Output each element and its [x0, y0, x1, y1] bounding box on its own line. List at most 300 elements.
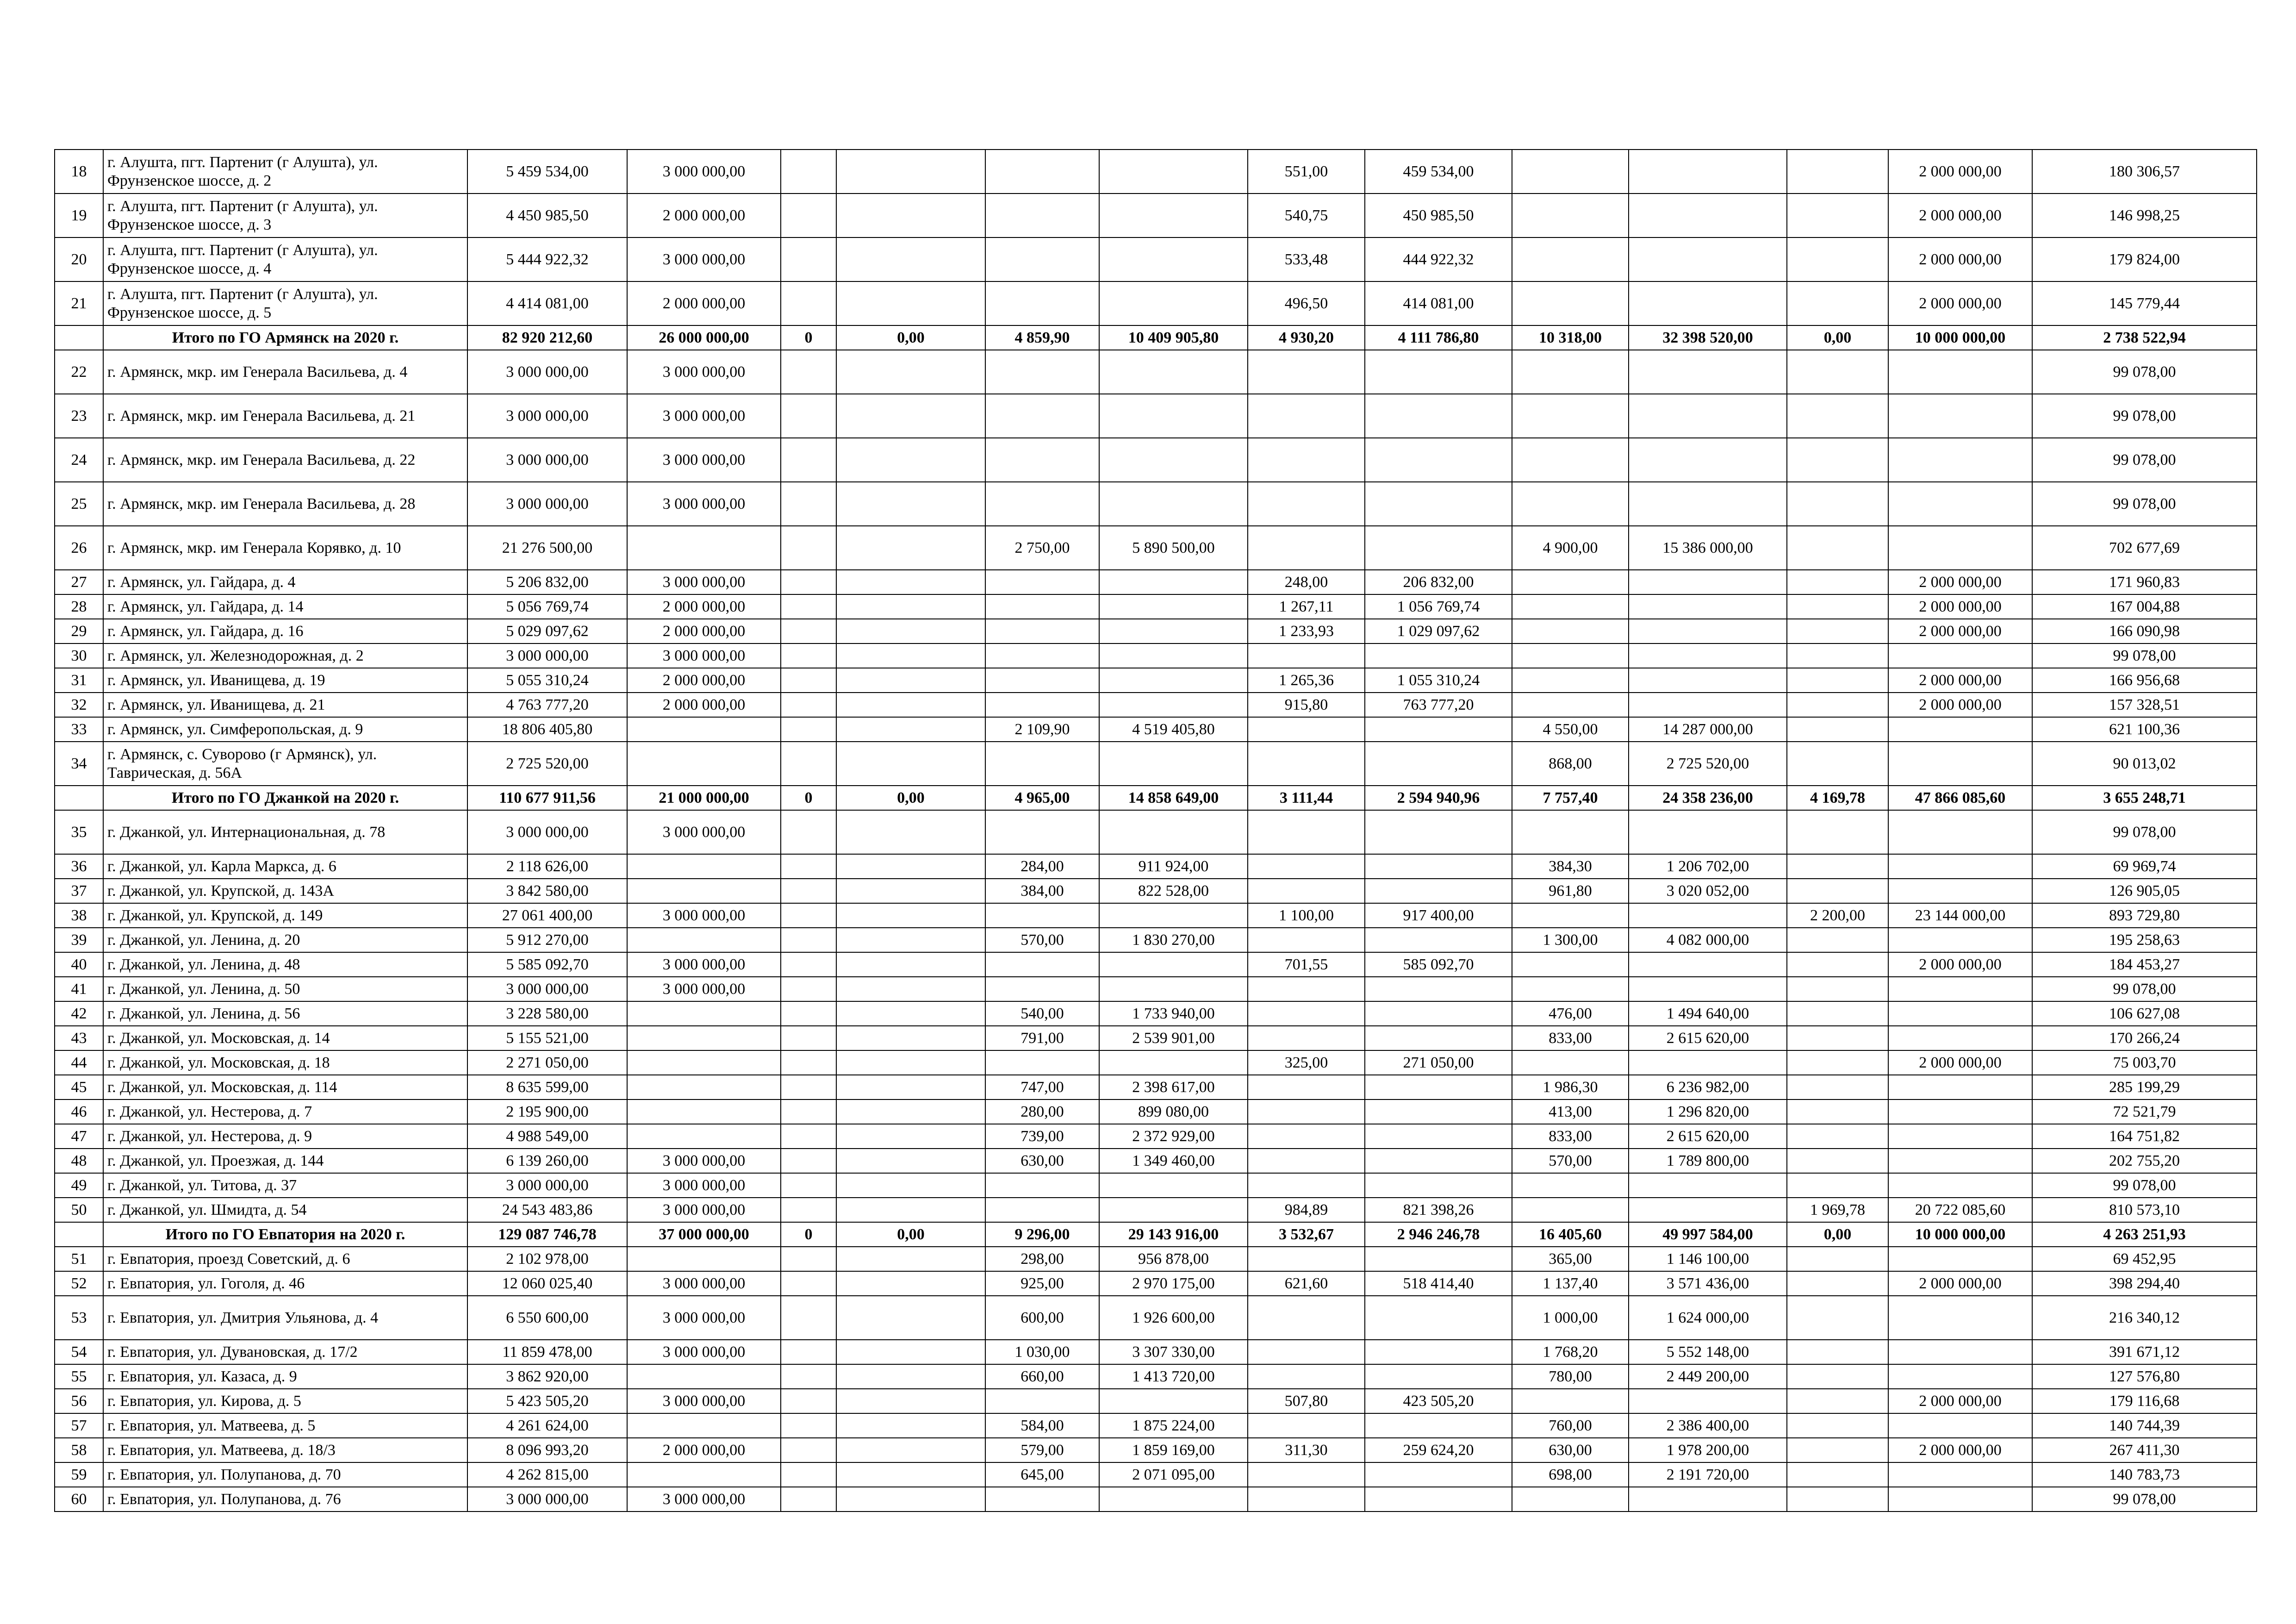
- address-cell: г. Армянск, мкр. им Генерала Васильева, д. 22: [103, 438, 467, 482]
- row-number: 47: [55, 1124, 103, 1149]
- value-cell: [1888, 1124, 2032, 1149]
- address-cell: г. Армянск, ул. Гайдара, д. 14: [103, 594, 467, 619]
- value-cell: 4 262 815,00: [467, 1462, 627, 1487]
- value-cell: [836, 1075, 985, 1099]
- value-cell: [1629, 1050, 1787, 1075]
- value-cell: 0,00: [836, 1222, 985, 1247]
- value-cell: [836, 1462, 985, 1487]
- value-cell: [781, 742, 836, 786]
- value-cell: [1888, 742, 2032, 786]
- value-cell: [836, 1198, 985, 1222]
- value-cell: 171 960,83: [2032, 570, 2257, 594]
- value-cell: [1099, 594, 1248, 619]
- row-number: 40: [55, 952, 103, 977]
- value-cell: [1888, 977, 2032, 1001]
- table-row: [55, 742, 2257, 786]
- value-cell: [1629, 438, 1787, 482]
- value-cell: 18 806 405,80: [467, 717, 627, 742]
- value-cell: [1248, 1247, 1365, 1271]
- value-cell: [985, 150, 1099, 194]
- value-cell: 3 000 000,00: [467, 977, 627, 1001]
- value-cell: 584,00: [985, 1413, 1099, 1438]
- row-number: 43: [55, 1026, 103, 1050]
- value-cell: [836, 643, 985, 668]
- value-cell: [985, 619, 1099, 643]
- value-cell: 3 000 000,00: [627, 237, 781, 281]
- value-cell: 868,00: [1512, 742, 1629, 786]
- value-cell: [1248, 854, 1365, 879]
- value-cell: 1 830 270,00: [1099, 928, 1248, 952]
- value-cell: 3 000 000,00: [467, 810, 627, 854]
- address-cell: г. Джанкой, ул. Московская, д. 18: [103, 1050, 467, 1075]
- value-cell: 810 573,10: [2032, 1198, 2257, 1222]
- row-number: 23: [55, 394, 103, 438]
- table-row: [55, 879, 2257, 903]
- table-row: [55, 1026, 2257, 1050]
- value-cell: [1248, 879, 1365, 903]
- value-cell: 899 080,00: [1099, 1099, 1248, 1124]
- value-cell: 99 078,00: [2032, 1173, 2257, 1198]
- value-cell: [1512, 394, 1629, 438]
- row-number: 33: [55, 717, 103, 742]
- value-cell: 570,00: [985, 928, 1099, 952]
- value-cell: [1099, 952, 1248, 977]
- value-cell: 75 003,70: [2032, 1050, 2257, 1075]
- value-cell: [1888, 810, 2032, 854]
- value-cell: [1365, 717, 1512, 742]
- value-cell: 3 000 000,00: [627, 1389, 781, 1413]
- value-cell: [1248, 438, 1365, 482]
- value-cell: 2 118 626,00: [467, 854, 627, 879]
- address-cell: г. Евпатория, ул. Дувановская, д. 17/2: [103, 1340, 467, 1364]
- value-cell: [1888, 1487, 2032, 1512]
- value-cell: [1787, 438, 1888, 482]
- value-cell: 3 020 052,00: [1629, 879, 1787, 903]
- value-cell: [1787, 237, 1888, 281]
- value-cell: [836, 594, 985, 619]
- table-row: [55, 1487, 2257, 1512]
- value-cell: [985, 237, 1099, 281]
- value-cell: [1248, 1099, 1365, 1124]
- value-cell: [1512, 810, 1629, 854]
- address-cell: г. Армянск, мкр. им Генерала Васильева, д. 4: [103, 350, 467, 394]
- address-cell: г. Джанкой, ул. Ленина, д. 50: [103, 977, 467, 1001]
- value-cell: 1 296 820,00: [1629, 1099, 1787, 1124]
- value-cell: 5 055 310,24: [467, 668, 627, 693]
- value-cell: 702 677,69: [2032, 526, 2257, 570]
- value-cell: [627, 1075, 781, 1099]
- value-cell: 791,00: [985, 1026, 1099, 1050]
- address-cell: г. Армянск, ул. Железнодорожная, д. 2: [103, 643, 467, 668]
- value-cell: [781, 1173, 836, 1198]
- row-number: 21: [55, 281, 103, 325]
- value-cell: [985, 438, 1099, 482]
- row-number: 45: [55, 1075, 103, 1099]
- value-cell: 4 169,78: [1787, 786, 1888, 810]
- value-cell: [836, 879, 985, 903]
- value-cell: [1787, 594, 1888, 619]
- value-cell: 1 733 940,00: [1099, 1001, 1248, 1026]
- table-row: [55, 903, 2257, 928]
- address-cell: г. Армянск, мкр. им Генерала Васильева, д. 28: [103, 482, 467, 526]
- value-cell: [627, 879, 781, 903]
- value-cell: [1099, 1487, 1248, 1512]
- row-number: 51: [55, 1247, 103, 1271]
- value-cell: [1365, 1099, 1512, 1124]
- value-cell: [781, 1247, 836, 1271]
- value-cell: [1787, 810, 1888, 854]
- value-cell: [1365, 977, 1512, 1001]
- value-cell: 2 738 522,94: [2032, 325, 2257, 350]
- value-cell: [985, 482, 1099, 526]
- value-cell: 2 000 000,00: [1888, 594, 2032, 619]
- value-cell: [985, 977, 1099, 1001]
- value-cell: [836, 482, 985, 526]
- value-cell: 21 276 500,00: [467, 526, 627, 570]
- table-row: [55, 1296, 2257, 1340]
- value-cell: 2 000 000,00: [1888, 194, 2032, 237]
- value-cell: [1512, 194, 1629, 237]
- value-cell: [1787, 1173, 1888, 1198]
- value-cell: 2 071 095,00: [1099, 1462, 1248, 1487]
- value-cell: [781, 668, 836, 693]
- value-cell: 698,00: [1512, 1462, 1629, 1487]
- value-cell: [1099, 903, 1248, 928]
- value-cell: [985, 570, 1099, 594]
- row-number: 58: [55, 1438, 103, 1462]
- value-cell: 2 725 520,00: [1629, 742, 1787, 786]
- value-cell: 10 000 000,00: [1888, 1222, 2032, 1247]
- value-cell: 925,00: [985, 1271, 1099, 1296]
- row-number: 53: [55, 1296, 103, 1340]
- value-cell: 2 725 520,00: [467, 742, 627, 786]
- value-cell: 739,00: [985, 1124, 1099, 1149]
- value-cell: 10 409 905,80: [1099, 325, 1248, 350]
- value-cell: [985, 810, 1099, 854]
- value-cell: 1 875 224,00: [1099, 1413, 1248, 1438]
- value-cell: [1512, 668, 1629, 693]
- value-cell: [1512, 619, 1629, 643]
- value-cell: [1512, 903, 1629, 928]
- value-cell: 5 029 097,62: [467, 619, 627, 643]
- value-cell: [1787, 350, 1888, 394]
- value-cell: 23 144 000,00: [1888, 903, 2032, 928]
- value-cell: [985, 1487, 1099, 1512]
- value-cell: [1512, 1487, 1629, 1512]
- row-number: 34: [55, 742, 103, 786]
- value-cell: [781, 1001, 836, 1026]
- value-cell: 1 986,30: [1512, 1075, 1629, 1099]
- value-cell: 6 236 982,00: [1629, 1075, 1787, 1099]
- value-cell: [1888, 717, 2032, 742]
- value-cell: [1787, 1247, 1888, 1271]
- value-cell: [1365, 438, 1512, 482]
- data-table-container: [54, 149, 2256, 1512]
- value-cell: [836, 1050, 985, 1075]
- value-cell: 3 000 000,00: [467, 643, 627, 668]
- value-cell: 16 405,60: [1512, 1222, 1629, 1247]
- value-cell: 4 450 985,50: [467, 194, 627, 237]
- value-cell: 99 078,00: [2032, 394, 2257, 438]
- value-cell: [1787, 1413, 1888, 1438]
- row-number: 29: [55, 619, 103, 643]
- address-cell: г. Джанкой, ул. Ленина, д. 56: [103, 1001, 467, 1026]
- value-cell: [1787, 1099, 1888, 1124]
- value-cell: [627, 1001, 781, 1026]
- value-cell: 822 528,00: [1099, 879, 1248, 903]
- row-number: 18: [55, 150, 103, 194]
- value-cell: 621,60: [1248, 1271, 1365, 1296]
- row-number: 30: [55, 643, 103, 668]
- table-row: [55, 194, 2257, 237]
- value-cell: [985, 350, 1099, 394]
- address-cell: г. Джанкой, ул. Нестерова, д. 9: [103, 1124, 467, 1149]
- value-cell: [985, 742, 1099, 786]
- table-row: [55, 952, 2257, 977]
- value-cell: 267 411,30: [2032, 1438, 2257, 1462]
- value-cell: [1099, 977, 1248, 1001]
- value-cell: 2 000 000,00: [627, 693, 781, 717]
- value-cell: 450 985,50: [1365, 194, 1512, 237]
- value-cell: 184 453,27: [2032, 952, 2257, 977]
- value-cell: [781, 1296, 836, 1340]
- value-cell: [836, 952, 985, 977]
- value-cell: [1888, 526, 2032, 570]
- address-cell: г. Джанкой, ул. Шмидта, д. 54: [103, 1198, 467, 1222]
- value-cell: [1888, 1173, 2032, 1198]
- value-cell: [1365, 1247, 1512, 1271]
- value-cell: [1365, 742, 1512, 786]
- row-number: 60: [55, 1487, 103, 1512]
- value-cell: 2 000 000,00: [1888, 1271, 2032, 1296]
- row-number: 35: [55, 810, 103, 854]
- value-cell: [1787, 717, 1888, 742]
- value-cell: [781, 350, 836, 394]
- table-row: [55, 1247, 2257, 1271]
- table-row: [55, 1149, 2257, 1173]
- value-cell: [1365, 482, 1512, 526]
- value-cell: 2 615 620,00: [1629, 1124, 1787, 1149]
- value-cell: [1888, 438, 2032, 482]
- value-cell: 2 970 175,00: [1099, 1271, 1248, 1296]
- value-cell: 1 300,00: [1512, 928, 1629, 952]
- value-cell: [1365, 1026, 1512, 1050]
- address-cell: г. Евпатория, ул. Полупанова, д. 76: [103, 1487, 467, 1512]
- value-cell: 1 055 310,24: [1365, 668, 1512, 693]
- table-row: [55, 977, 2257, 1001]
- value-cell: [1787, 194, 1888, 237]
- value-cell: [1365, 1149, 1512, 1173]
- value-cell: 1 206 702,00: [1629, 854, 1787, 879]
- value-cell: [836, 1438, 985, 1462]
- row-number: 25: [55, 482, 103, 526]
- value-cell: [1248, 394, 1365, 438]
- value-cell: [836, 150, 985, 194]
- value-cell: 0,00: [1787, 1222, 1888, 1247]
- value-cell: 164 751,82: [2032, 1124, 2257, 1149]
- value-cell: 3 000 000,00: [467, 394, 627, 438]
- value-cell: [985, 668, 1099, 693]
- address-cell: г. Армянск, ул. Гайдара, д. 16: [103, 619, 467, 643]
- value-cell: [781, 1099, 836, 1124]
- value-cell: 2 000 000,00: [1888, 619, 2032, 643]
- value-cell: [1099, 350, 1248, 394]
- value-cell: [1629, 194, 1787, 237]
- value-cell: [836, 237, 985, 281]
- value-cell: 915,80: [1248, 693, 1365, 717]
- value-cell: [781, 1364, 836, 1389]
- value-cell: 2 000 000,00: [627, 194, 781, 237]
- value-cell: [627, 1026, 781, 1050]
- value-cell: 26 000 000,00: [627, 325, 781, 350]
- value-cell: 1 494 640,00: [1629, 1001, 1787, 1026]
- value-cell: [781, 438, 836, 482]
- address-cell: г. Армянск, ул. Симферопольская, д. 9: [103, 717, 467, 742]
- value-cell: [836, 977, 985, 1001]
- value-cell: [1787, 693, 1888, 717]
- value-cell: [1787, 1001, 1888, 1026]
- value-cell: 259 624,20: [1365, 1438, 1512, 1462]
- value-cell: 1 926 600,00: [1099, 1296, 1248, 1340]
- value-cell: [1787, 879, 1888, 903]
- address-cell: г. Армянск, мкр. им Генерала Васильева, д. 21: [103, 394, 467, 438]
- value-cell: 99 078,00: [2032, 350, 2257, 394]
- value-cell: [1512, 952, 1629, 977]
- value-cell: [1248, 742, 1365, 786]
- value-cell: 763 777,20: [1365, 693, 1512, 717]
- value-cell: 5 585 092,70: [467, 952, 627, 977]
- value-cell: [985, 281, 1099, 325]
- value-cell: 3 000 000,00: [627, 1149, 781, 1173]
- row-number: 20: [55, 237, 103, 281]
- value-cell: 413,00: [1512, 1099, 1629, 1124]
- value-cell: [1888, 1075, 2032, 1099]
- value-cell: [985, 1050, 1099, 1075]
- address-cell: г. Джанкой, ул. Крупской, д. 149: [103, 903, 467, 928]
- value-cell: 5 890 500,00: [1099, 526, 1248, 570]
- table-row: [55, 1413, 2257, 1438]
- value-cell: [627, 1124, 781, 1149]
- value-cell: [627, 854, 781, 879]
- value-cell: [985, 903, 1099, 928]
- value-cell: 90 013,02: [2032, 742, 2257, 786]
- value-cell: [1888, 394, 2032, 438]
- value-cell: [781, 1487, 836, 1512]
- value-cell: 518 414,40: [1365, 1271, 1512, 1296]
- value-cell: 82 920 212,60: [467, 325, 627, 350]
- address-cell: г. Евпатория, ул. Полупанова, д. 70: [103, 1462, 467, 1487]
- value-cell: [1888, 1340, 2032, 1364]
- value-cell: 3 307 330,00: [1099, 1340, 1248, 1364]
- value-cell: 821 398,26: [1365, 1198, 1512, 1222]
- address-cell: г. Джанкой, ул. Московская, д. 14: [103, 1026, 467, 1050]
- value-cell: [1787, 1075, 1888, 1099]
- value-cell: [1099, 1198, 1248, 1222]
- value-cell: 1 349 460,00: [1099, 1149, 1248, 1173]
- value-cell: 3 000 000,00: [627, 570, 781, 594]
- value-cell: [1365, 1340, 1512, 1364]
- total-row: [55, 1222, 2257, 1247]
- value-cell: 2 000 000,00: [1888, 237, 2032, 281]
- value-cell: 32 398 520,00: [1629, 325, 1787, 350]
- table-row: [55, 350, 2257, 394]
- value-cell: [1365, 1296, 1512, 1340]
- value-cell: 4 930,20: [1248, 325, 1365, 350]
- value-cell: 1 100,00: [1248, 903, 1365, 928]
- row-number: 39: [55, 928, 103, 952]
- value-cell: [1629, 281, 1787, 325]
- value-cell: [1787, 1050, 1888, 1075]
- value-cell: 3 571 436,00: [1629, 1271, 1787, 1296]
- value-cell: [1787, 394, 1888, 438]
- table-row: [55, 1271, 2257, 1296]
- value-cell: 3 000 000,00: [627, 350, 781, 394]
- value-cell: 4 263 251,93: [2032, 1222, 2257, 1247]
- value-cell: 3 000 000,00: [467, 438, 627, 482]
- value-cell: 645,00: [985, 1462, 1099, 1487]
- value-cell: 69 969,74: [2032, 854, 2257, 879]
- value-cell: 956 878,00: [1099, 1247, 1248, 1271]
- value-cell: [836, 1340, 985, 1364]
- value-cell: 1 267,11: [1248, 594, 1365, 619]
- table-row: [55, 693, 2257, 717]
- total-label: Итого по ГО Джанкой на 2020 г.: [103, 786, 467, 810]
- value-cell: 5 912 270,00: [467, 928, 627, 952]
- value-cell: [1787, 619, 1888, 643]
- address-cell: г. Евпатория, ул. Матвеева, д. 18/3: [103, 1438, 467, 1462]
- value-cell: 248,00: [1248, 570, 1365, 594]
- value-cell: [1629, 394, 1787, 438]
- value-cell: [1629, 810, 1787, 854]
- value-cell: [1888, 1462, 2032, 1487]
- value-cell: [1365, 643, 1512, 668]
- value-cell: 15 386 000,00: [1629, 526, 1787, 570]
- value-cell: 5 056 769,74: [467, 594, 627, 619]
- value-cell: 747,00: [985, 1075, 1099, 1099]
- address-cell: г. Армянск, с. Суворово (г Армянск), ул. Таврическая, д. 56А: [103, 742, 467, 786]
- table-row: [55, 150, 2257, 194]
- row-number: [55, 786, 103, 810]
- value-cell: [1099, 394, 1248, 438]
- value-cell: [1099, 693, 1248, 717]
- address-cell: г. Евпатория, проезд Советский, д. 6: [103, 1247, 467, 1271]
- row-number: 26: [55, 526, 103, 570]
- value-cell: [836, 810, 985, 854]
- value-cell: [1099, 150, 1248, 194]
- address-cell: г. Евпатория, ул. Гоголя, д. 46: [103, 1271, 467, 1296]
- address-cell: г. Армянск, мкр. им Генерала Корявко, д. 10: [103, 526, 467, 570]
- value-cell: 384,00: [985, 879, 1099, 903]
- value-cell: 414 081,00: [1365, 281, 1512, 325]
- value-cell: [781, 1198, 836, 1222]
- value-cell: [1629, 237, 1787, 281]
- table-row: [55, 482, 2257, 526]
- value-cell: [985, 594, 1099, 619]
- value-cell: [1629, 1198, 1787, 1222]
- value-cell: 2 000 000,00: [1888, 1050, 2032, 1075]
- value-cell: [836, 717, 985, 742]
- value-cell: [985, 394, 1099, 438]
- value-cell: [836, 928, 985, 952]
- value-cell: [1888, 1099, 2032, 1124]
- row-number: 27: [55, 570, 103, 594]
- table-row: [55, 1438, 2257, 1462]
- value-cell: 2 000 000,00: [627, 1438, 781, 1462]
- table-row: [55, 854, 2257, 879]
- value-cell: 4 763 777,20: [467, 693, 627, 717]
- value-cell: [1629, 952, 1787, 977]
- value-cell: [627, 1099, 781, 1124]
